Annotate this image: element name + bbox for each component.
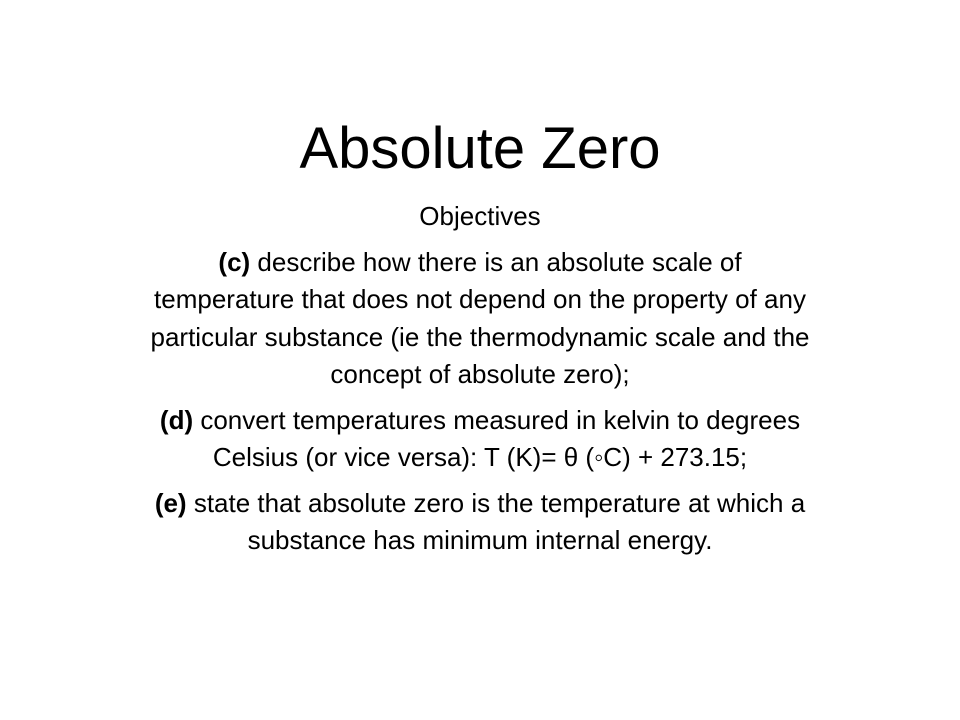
objective-c — [150, 244, 810, 394]
objective-c-label: (c) — [218, 246, 251, 277]
objective-d-text: convert temperatures measured in kelvin to degrees Celsius (or vice versa): T (K)= θ (◦C) + 273.15; — [193, 404, 801, 472]
objective-d-label: (d) — [159, 404, 194, 435]
objective-e-text: state that absolute zero is the temperature at which a substance has minimum internal energy. — [186, 487, 806, 555]
slide-body — [150, 198, 810, 568]
objective-e — [150, 485, 810, 560]
objective-e-label: (e) — [154, 487, 187, 518]
objectives-heading: Objectives — [419, 201, 541, 231]
slide-title: Absolute Zero — [299, 116, 661, 181]
objective-c-text: describe how there is an absolute scale of temperature that does not depend on the property of any particular substance (ie the thermodynamic scale and the concept of absolute zero); — [150, 246, 810, 389]
objective-d — [150, 402, 810, 477]
